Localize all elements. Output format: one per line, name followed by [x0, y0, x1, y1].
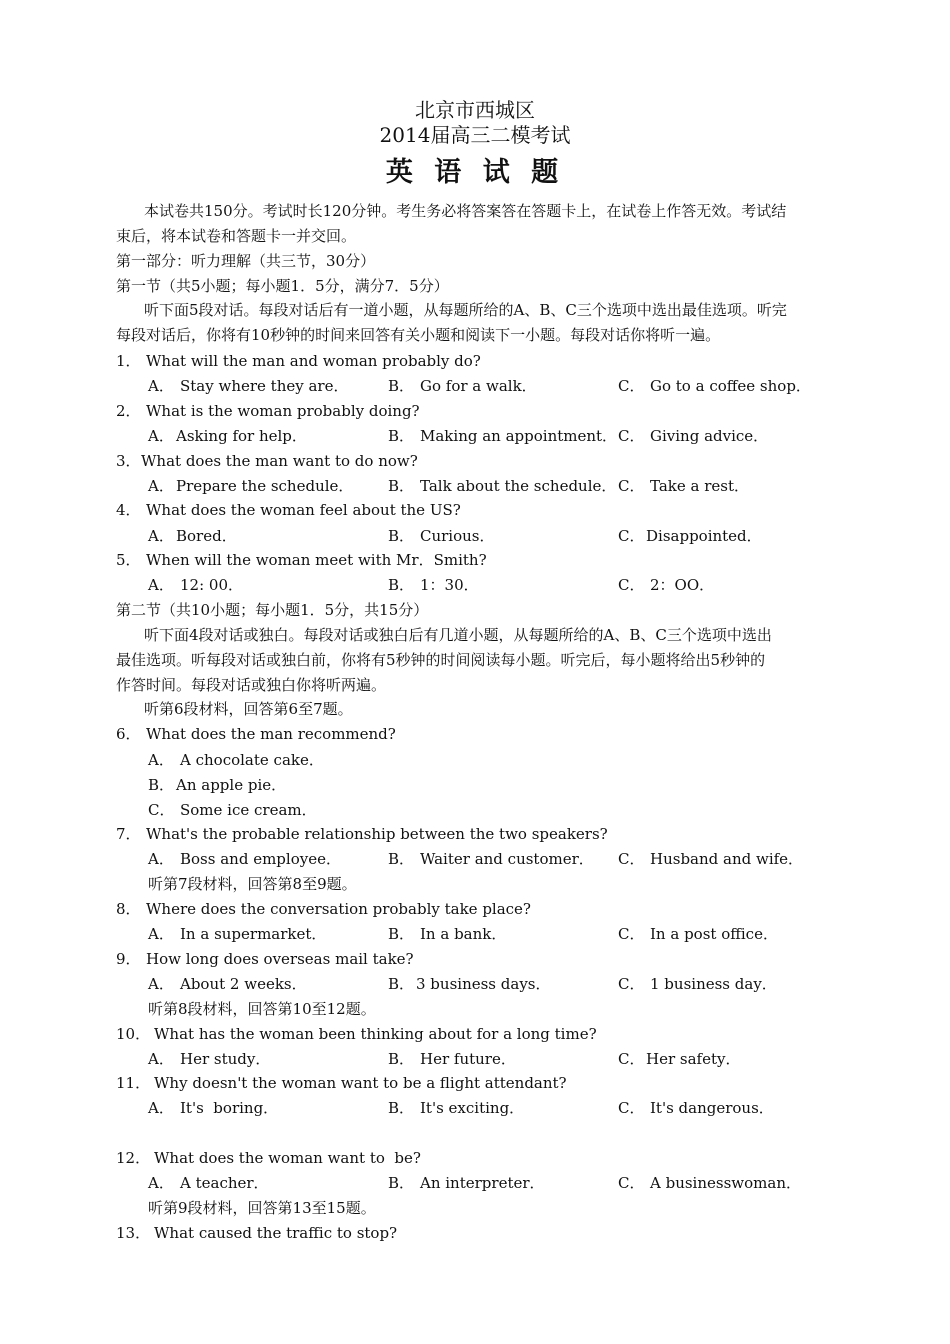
material-6-note: 听第6段材料，回答第6至7题。: [144, 700, 353, 718]
option-b: B． Waiter and customer．: [388, 850, 594, 868]
option-c: C． 1 business day．: [618, 975, 777, 993]
section1-heading: 第一节（共5小题；每小题1．5分，满分7．5分）: [116, 277, 449, 295]
question-number: 3．: [116, 452, 141, 470]
option-c: C． Husband and wife．: [618, 850, 804, 868]
question-text: When will the woman meet with Mr．Smith?: [146, 551, 487, 569]
option-b: B． Her future．: [388, 1050, 516, 1068]
question-6: [116, 724, 396, 744]
option-a: A． Her study．: [148, 1050, 271, 1068]
section2-instructions-3: 作答时间。每段对话或独白你将听两遍。: [116, 676, 387, 694]
option-a: A． 12: 00．: [148, 576, 243, 594]
section2-instructions-1: 听下面4段对话或独白。每段对话或独白后有几道小题，从每题所给的A、B、C三个选项中选出: [144, 626, 772, 644]
question-text: What does the woman want to be?: [154, 1149, 421, 1167]
question-number: 10．: [116, 1025, 151, 1043]
option-b: B． 1：30．: [388, 576, 479, 594]
option-c: C． Giving advice．: [618, 427, 769, 445]
question-7: [116, 824, 608, 844]
option-c: C． Her safety．: [618, 1050, 741, 1068]
option-b: B． 3 business days．: [388, 975, 551, 993]
intro-line-2: 束后，将本试卷和答题卡一并交回。: [116, 227, 357, 245]
intro-line-1: 本试卷共150分。考试时长120分钟。考生务必将答案答在答题卡上，在试卷上作答无效。考试结: [144, 202, 787, 220]
option-c: C． Some ice cream．: [148, 801, 317, 819]
material-8-note: 听第8段材料，回答第10至12题。: [148, 1000, 376, 1018]
question-text: What caused the traffic to stop?: [154, 1224, 398, 1242]
material-7-note: 听第7段材料，回答第8至9题。: [148, 875, 357, 893]
question-12: [116, 1148, 421, 1168]
question-text: Why doesn't the woman want to be a flight attendant?: [154, 1074, 567, 1092]
question-8: [116, 899, 531, 919]
option-c: C． A businesswoman．: [618, 1174, 801, 1192]
section1-instructions-1: 听下面5段对话。每段对话后有一道小题，从每题所给的A、B、C三个选项中选出最佳选项。听完: [144, 301, 787, 319]
option-a: A． Prepare the schedule．: [148, 477, 354, 495]
question-number: 8．: [116, 900, 141, 918]
option-b: B． An interpreter．: [388, 1174, 545, 1192]
option-b: B． Go for a walk．: [388, 377, 537, 395]
option-b: B． It's exciting．: [388, 1099, 525, 1117]
question-text: What does the man recommend?: [146, 725, 396, 743]
section1-instructions-2: 每段对话后，你将有10秒钟的时间来回答有关小题和阅读下一小题。每段对话你将听一遍。: [116, 326, 721, 344]
option-a: A． A chocolate cake．: [148, 751, 324, 769]
part1-heading: 第一部分：听力理解（共三节，30分）: [116, 252, 376, 270]
question-text: What will the man and woman probably do?: [146, 352, 481, 370]
option-b: B． Talk about the schedule．: [388, 477, 617, 495]
option-c: C． 2：OO．: [618, 576, 715, 594]
question-text: What does the man want to do now?: [141, 452, 418, 470]
option-c: C． Go to a coffee shop．: [618, 377, 811, 395]
question-number: 4．: [116, 501, 141, 519]
school-name: 北京市西城区: [415, 98, 535, 122]
option-c: C． Disappointed．: [618, 527, 762, 545]
question-number: 9．: [116, 950, 141, 968]
question-4: [116, 500, 461, 520]
option-a: A． Asking for help．: [148, 427, 307, 445]
question-number: 5．: [116, 551, 141, 569]
paper-title: 英 语 试 题: [385, 157, 565, 188]
question-2: [116, 401, 420, 421]
option-b: B． Making an appointment．: [388, 427, 618, 445]
question-3: [116, 451, 418, 471]
option-c: C． In a post office．: [618, 925, 778, 943]
question-10: [116, 1024, 597, 1044]
option-b: B． An apple pie．: [148, 776, 287, 794]
option-a: A． A teacher．: [148, 1174, 269, 1192]
question-9: [116, 949, 414, 969]
question-11: [116, 1073, 567, 1093]
question-1: [116, 351, 481, 371]
question-number: 6．: [116, 725, 141, 743]
material-9-note: 听第9段材料，回答第13至15题。: [148, 1199, 376, 1217]
question-13: [116, 1223, 397, 1243]
section2-instructions-2: 最佳选项。听每段对话或独白前，你将有5秒钟的时间阅读每小题。听完后，每小题将给出5秒钟的: [116, 651, 766, 669]
question-5: [116, 550, 487, 570]
option-a: A． In a supermarket．: [148, 925, 327, 943]
question-text: How long does overseas mail take?: [146, 950, 414, 968]
question-number: 2．: [116, 402, 141, 420]
question-text: What is the woman probably doing?: [146, 402, 420, 420]
question-number: 11．: [116, 1074, 151, 1092]
option-a: A． Boss and employee．: [148, 850, 341, 868]
question-text: What does the woman feel about the US?: [146, 501, 461, 519]
exam-name: 2014届高三二模考试: [379, 123, 571, 147]
option-a: A． About 2 weeks．: [148, 975, 307, 993]
question-number: 1．: [116, 352, 141, 370]
question-text: What has the woman been thinking about for a long time?: [154, 1025, 597, 1043]
option-a: A． It's boring．: [148, 1099, 279, 1117]
section2-heading: 第二节（共10小题；每小题1．5分，共15分）: [116, 601, 429, 619]
option-c: C． Take a rest．: [618, 477, 750, 495]
question-number: 13．: [116, 1224, 151, 1242]
question-number: 7．: [116, 825, 141, 843]
option-b: B． In a bank．: [388, 925, 507, 943]
question-text: Where does the conversation probably take place?: [146, 900, 531, 918]
option-b: B． Curious．: [388, 527, 495, 545]
question-number: 12．: [116, 1149, 151, 1167]
option-c: C． It's dangerous．: [618, 1099, 774, 1117]
option-a: A． Stay where they are．: [148, 377, 349, 395]
question-text: What's the probable relationship between the two speakers?: [146, 825, 608, 843]
option-a: A． Bored．: [148, 527, 237, 545]
